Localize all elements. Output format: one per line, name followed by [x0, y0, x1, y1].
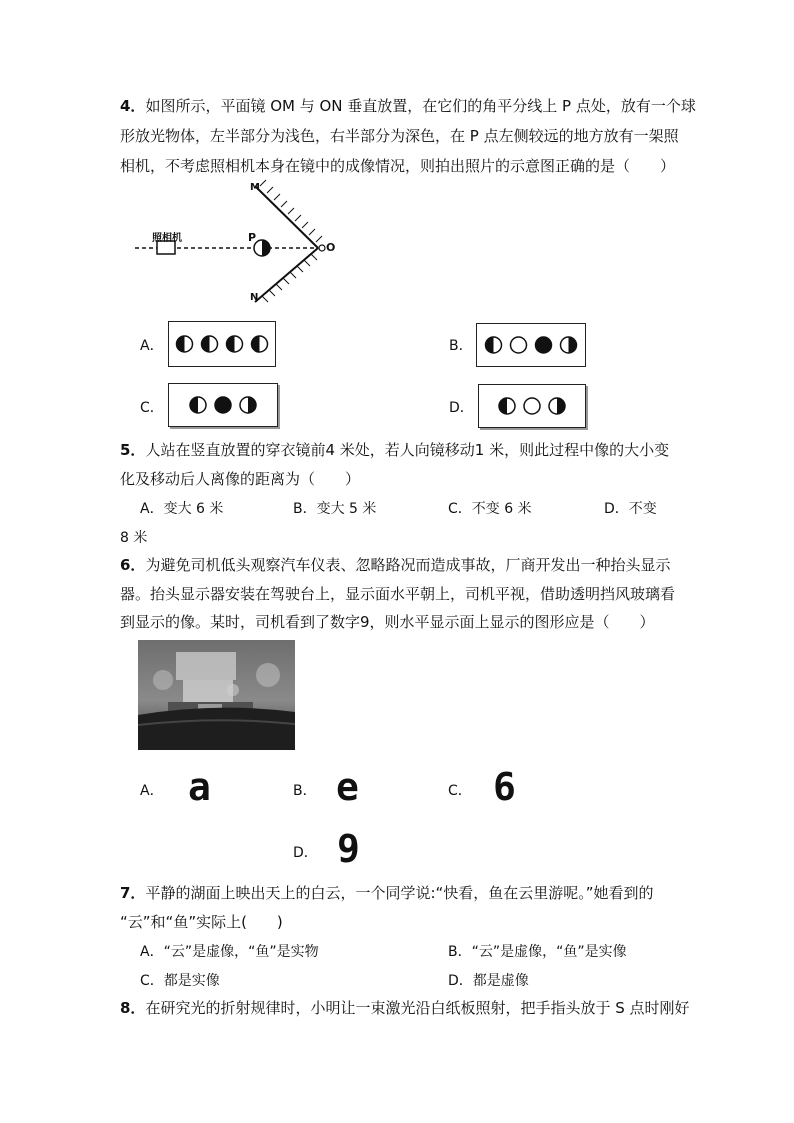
q4-option-d-label[interactable]: D．	[449, 400, 474, 416]
q5-option-a-label: A．	[140, 501, 164, 517]
q7-option-d[interactable]	[448, 970, 529, 990]
q7-option-c[interactable]	[140, 970, 220, 990]
q8-number: 8．	[120, 999, 146, 1017]
hud-photo	[138, 640, 295, 750]
ball-left-dark-icon	[177, 336, 193, 352]
q7-option-d-text: 都是虚像	[472, 973, 529, 989]
q4-line-2: 形放光物体，左半部分为浅色，右半部分为深色，在 P 点左侧较远的地方放有一架照	[120, 127, 679, 145]
q5-option-c-text: 不变 6 米	[471, 501, 532, 517]
q7-option-b[interactable]	[448, 941, 627, 961]
q7-option-b-label: B．	[448, 944, 472, 960]
q4-number: 4．	[120, 97, 146, 115]
q5-line-1	[120, 440, 669, 460]
ball-left-dark-icon	[252, 336, 268, 352]
q5-text-1: 人站在竖直放置的穿衣镜前4 米处，若人向镜移动1 米，则此过程中像的大小变	[145, 441, 670, 459]
q4-option-a-label[interactable]: A．	[140, 338, 164, 354]
q6-option-c-glyph[interactable]: 6	[493, 765, 516, 809]
q7-option-a-label: A．	[140, 944, 164, 960]
q6-line-1	[120, 555, 670, 575]
q6-line-2: 器。抬头显示器安装在驾驶台上，显示面水平朝上，司机平视，借助透明挡风玻璃看	[120, 585, 676, 603]
ball-white-icon	[511, 337, 527, 353]
q6-option-d-label[interactable]: D．	[293, 845, 318, 861]
o-label: O	[326, 241, 336, 254]
q6-option-a-label[interactable]: A．	[140, 783, 164, 799]
q5-option-d-overflow: 8 米	[120, 530, 148, 546]
q7-option-c-text: 都是实像	[163, 973, 220, 989]
camera-label: 照相机	[152, 233, 182, 244]
q6-line-3: 到显示的像。某时，司机看到了数字9，则水平显示面上显示的图形应是（ ）	[120, 613, 655, 631]
q5-line-2: 化及移动后人离像的距离为（ ）	[120, 470, 361, 488]
q4-option-b-box[interactable]	[476, 323, 586, 367]
ball-right-dark-icon	[240, 397, 256, 413]
ball-row	[477, 324, 585, 366]
q4-option-b-label[interactable]: B．	[449, 338, 473, 354]
q6-option-a-glyph[interactable]: a	[188, 765, 211, 809]
q7-number: 7．	[120, 884, 146, 902]
ball-right-dark-icon	[549, 398, 565, 414]
q4-line-1	[120, 96, 696, 116]
q7-option-a-text: “云”是虚像，“鱼”是实物	[163, 944, 319, 960]
q5-option-b-text: 变大 5 米	[316, 501, 377, 517]
q4-text-1: 如图所示，平面镜 OM 与 ON 垂直放置，在它们的角平分线上 P 点处，放有一个球	[145, 97, 696, 115]
ball-black-icon	[536, 337, 552, 353]
ball-right-dark-icon	[561, 337, 577, 353]
q6-option-b-glyph[interactable]: e	[336, 765, 359, 809]
ball-left-dark-icon	[486, 337, 502, 353]
q7-line-2: “云”和“鱼”实际上( )	[120, 913, 283, 931]
q5-option-a-text: 变大 6 米	[163, 501, 224, 517]
q7-option-c-label: C．	[140, 973, 164, 989]
q7-line-1	[120, 883, 654, 903]
q5-option-d[interactable]	[604, 498, 657, 518]
q6-option-b-label[interactable]: B．	[293, 783, 317, 799]
q8-line-1	[120, 998, 690, 1018]
n-label: N	[250, 292, 259, 303]
q5-option-b[interactable]	[293, 498, 376, 518]
q4-option-c-box[interactable]	[168, 383, 278, 427]
q4-option-d-box[interactable]	[478, 384, 586, 428]
q4-option-a-box[interactable]	[168, 321, 276, 367]
q5-number: 5．	[120, 441, 146, 459]
q7-option-a[interactable]	[140, 941, 319, 961]
q5-option-c[interactable]	[448, 498, 532, 518]
mirror-diagram	[135, 178, 345, 310]
ball-left-dark-icon	[227, 336, 243, 352]
q5-option-a[interactable]	[140, 498, 223, 518]
q7-text-1: 平静的湖面上映出天上的白云，一个同学说:“快看，鱼在云里游呢。”她看到的	[145, 884, 654, 902]
p-label: P	[248, 231, 257, 244]
q6-number: 6．	[120, 556, 146, 574]
q6-option-d-glyph[interactable]: 9	[337, 827, 360, 871]
ball-black-icon	[215, 397, 231, 413]
ball-row	[479, 385, 585, 427]
q6-option-c-label[interactable]: C．	[448, 783, 472, 799]
q7-option-b-text: “云”是虚像，“鱼”是实像	[471, 944, 627, 960]
q8-text-1: 在研究光的折射规律时，小明让一束激光沿白纸板照射，把手指头放于 S 点时刚好	[145, 999, 690, 1017]
m-label: M	[250, 182, 260, 193]
q5-option-c-label: C．	[448, 501, 472, 517]
ball-white-icon	[524, 398, 540, 414]
ball-row	[169, 384, 277, 426]
q5-option-d-label: D．	[604, 501, 629, 517]
q6-text-1: 为避免司机低头观察汽车仪表、忽略路况而造成事故，厂商开发出一种抬头显示	[145, 556, 671, 574]
q4-option-c-label[interactable]: C．	[140, 400, 164, 416]
q4-line-3: 相机，不考虑照相机本身在镜中的成像情况，则拍出照片的示意图正确的是（ ）	[120, 157, 676, 175]
ball-row	[169, 322, 275, 366]
q5-option-d-text: 不变	[628, 501, 657, 517]
q7-option-d-label: D．	[448, 973, 473, 989]
ball-left-dark-icon	[190, 397, 206, 413]
ball-left-dark-icon	[202, 336, 218, 352]
q5-option-b-label: B．	[293, 501, 317, 517]
ball-left-dark-icon	[499, 398, 515, 414]
